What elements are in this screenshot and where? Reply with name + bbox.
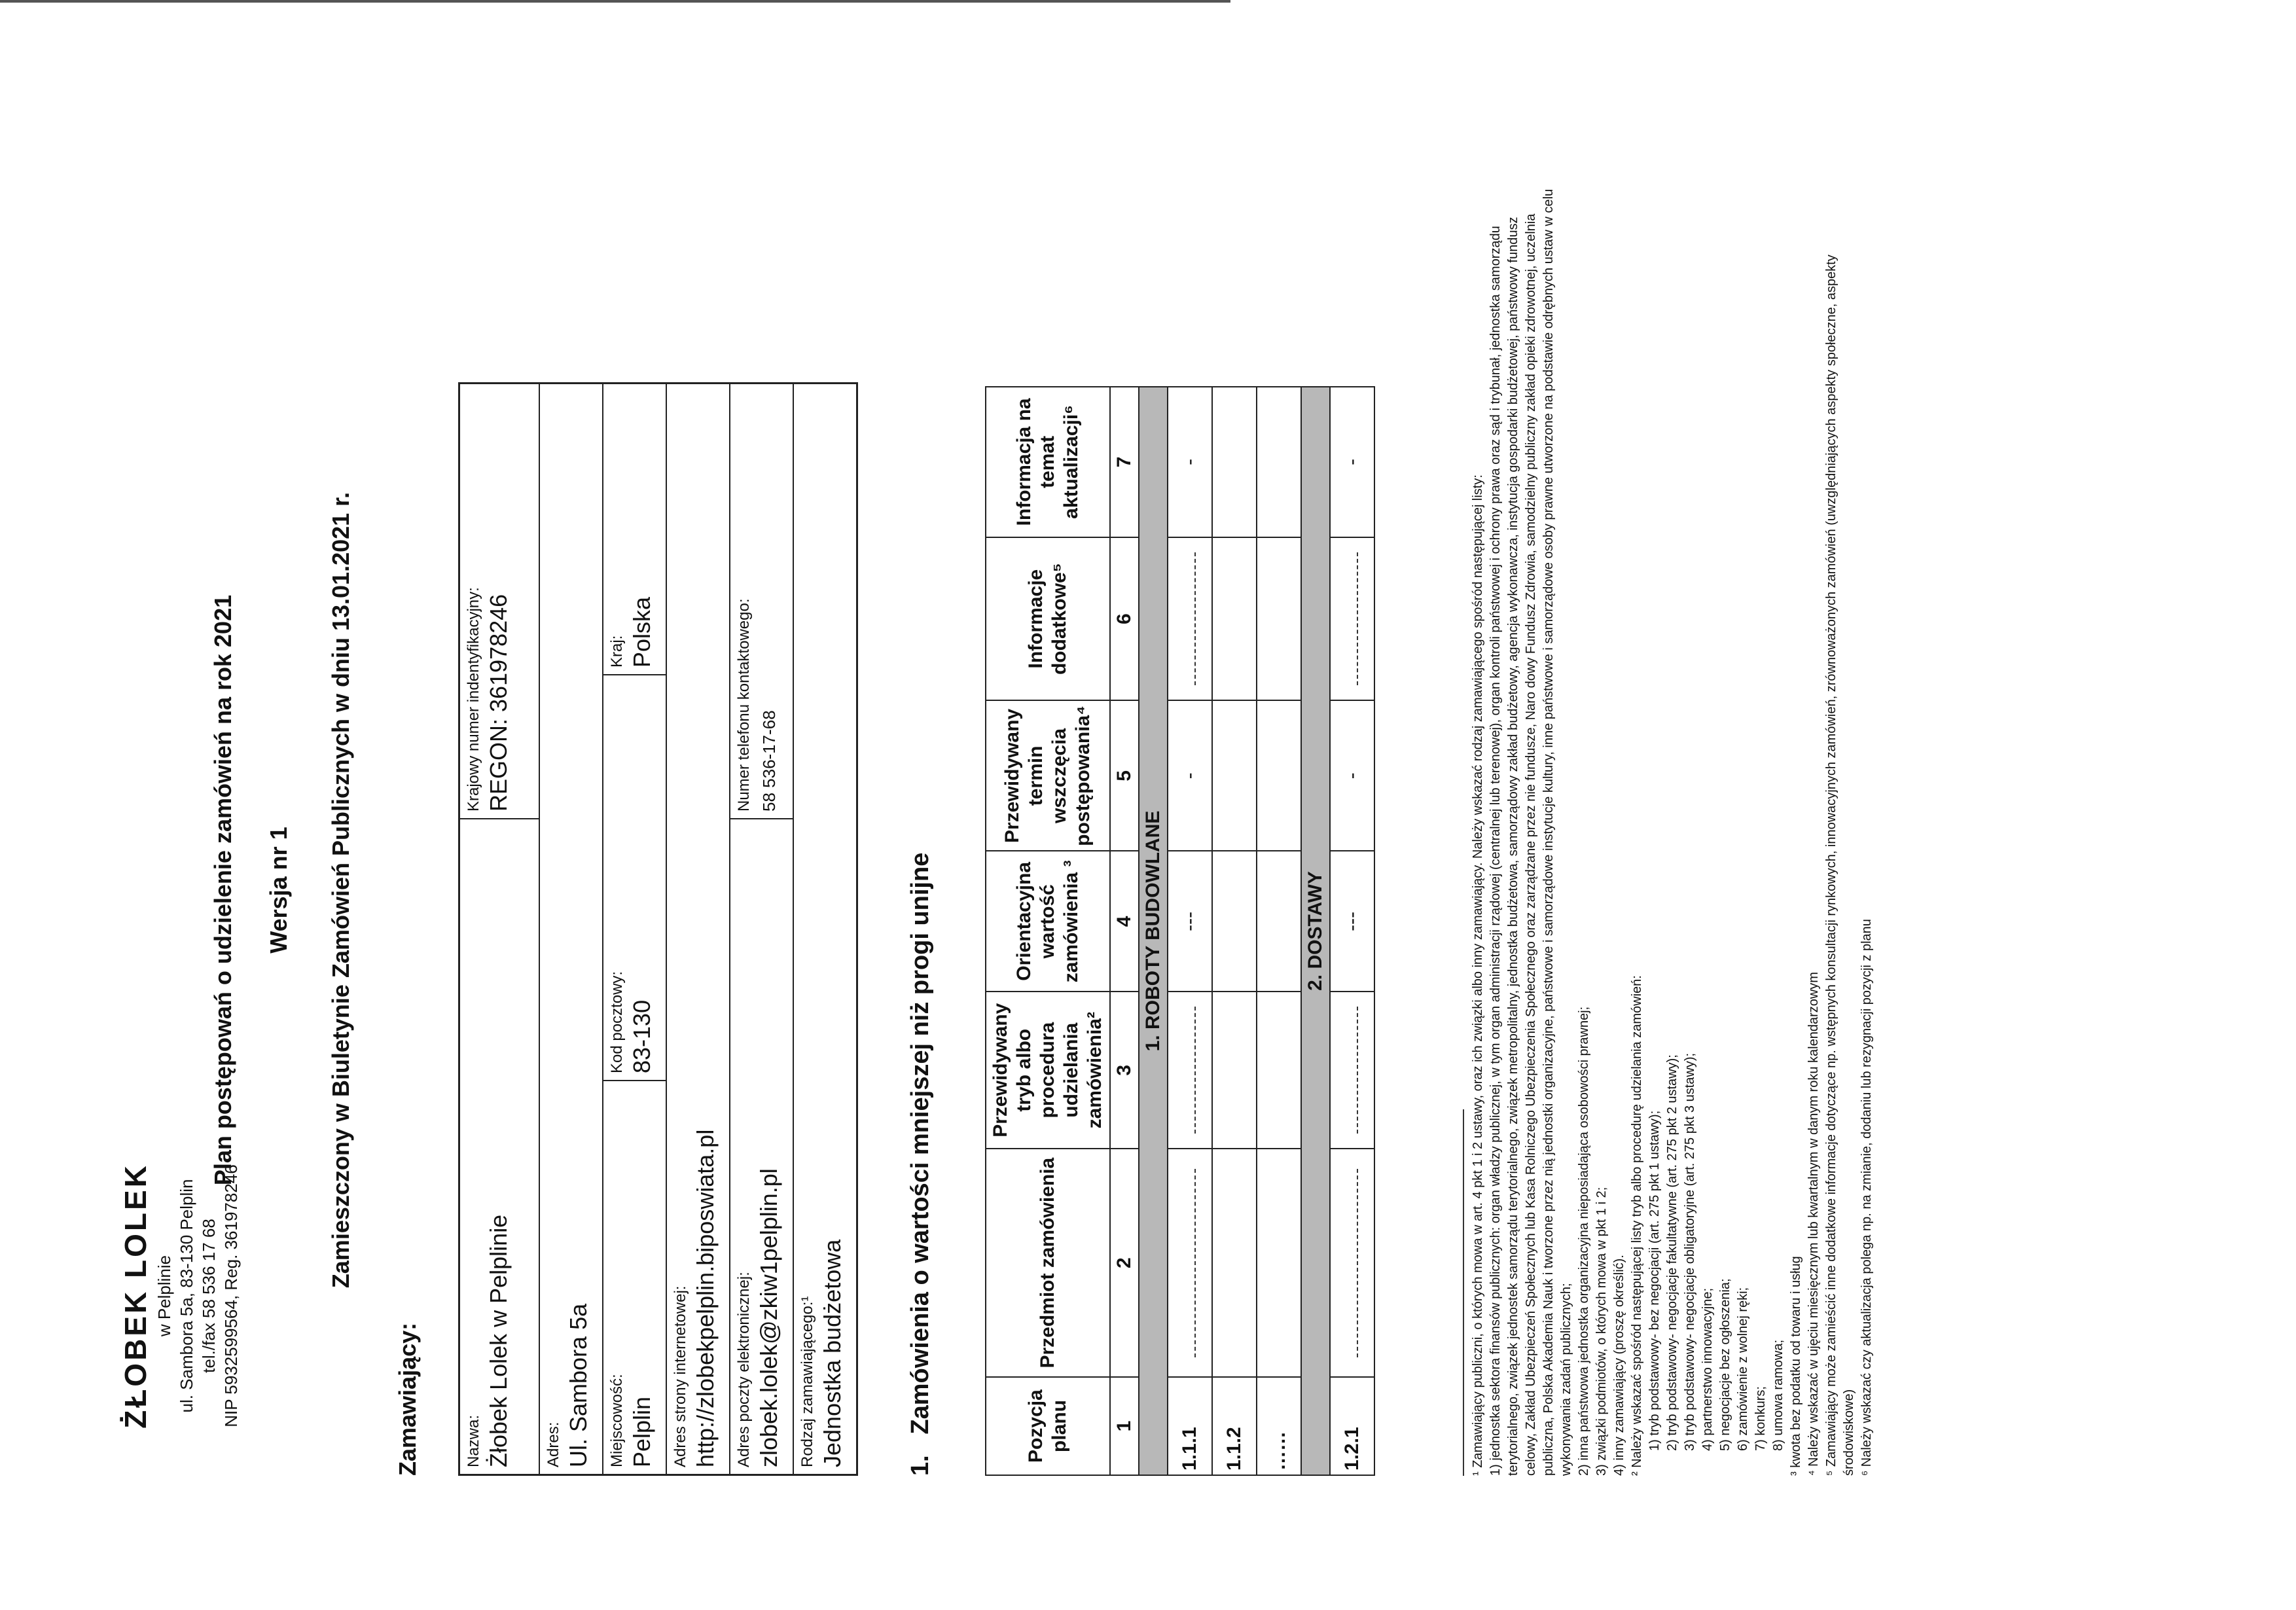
org-name: ŻŁOBEK LOLEK: [118, 1163, 152, 1429]
column-number: 5: [1110, 700, 1139, 851]
table-row: [1257, 387, 1301, 1475]
update-info-cell: [1212, 387, 1257, 537]
publication-note: Zamieszczony w Biuletynie Zamówień Publicznych w dniu 13.01.2021 r.: [327, 492, 354, 1289]
table-row: [1330, 387, 1374, 1475]
section-heading: [906, 853, 935, 1476]
phone-value: 58 536-17-68: [759, 710, 779, 812]
postal-value: 83-130: [628, 999, 655, 1073]
footnote-1-line: publiczna, Polska Akademia Nauk i tworzone przez nią jednostki organizacyjne, państwowe i samorządowe instytucje kultury, inne państwowe i samorządowe osoby prawne utworzone na podstawie odrębnych ustaw w celu: [1541, 188, 1556, 1476]
subject-cell: [1212, 1149, 1257, 1377]
orderer-heading: Zamawiający:: [394, 1322, 421, 1476]
type-value: Jednostka budżetowa: [819, 1239, 846, 1467]
footnote-rule: [1463, 1109, 1464, 1476]
start-date-cell: [1257, 700, 1301, 851]
column-number: 7: [1110, 387, 1139, 537]
header-update-info: Informacja na temat aktualizacji⁶: [986, 387, 1110, 537]
header-additional-info: Informacje dodatkowe⁵: [986, 537, 1110, 701]
table-row: [1168, 387, 1212, 1475]
table-header-row: [986, 387, 1110, 1475]
footnote-1-line: celowy, Zakład Ubezpieczeń Społecznych lub Kasa Rolniczego Ubezpieczenia Społecznego oraz zarządzane przez nie fundusze, Naro dowy Fundusz Zdrowia, samodzielny publiczny zakład opieki zdrowotnej, uczelnia: [1524, 213, 1538, 1476]
version-label: Wersja nr 1: [265, 827, 292, 954]
value-cell: ---: [1330, 851, 1374, 992]
footnote-4: ⁴ Należy wskazać w ujęciu miesięcznym lub kwartalnym w danym roku kalendarzowym: [1806, 972, 1821, 1476]
position-cell: ……: [1257, 1377, 1301, 1475]
start-date-cell: [1212, 700, 1257, 851]
column-number: 2: [1110, 1149, 1139, 1377]
email-label: Adres poczty elektronicznej:: [735, 1272, 753, 1467]
column-number: 4: [1110, 851, 1139, 992]
procedure-list-item: 6) zamówienie z wolnej ręki;: [1736, 1287, 1750, 1451]
footnote-1-line: wykonywania zadań publicznych;: [1559, 1283, 1573, 1476]
address-value: Ul. Sambora 5a: [565, 1303, 592, 1467]
org-ids: NIP 5932599564, Reg. 361978246: [221, 1164, 241, 1427]
orderer-row-name: [460, 384, 539, 1474]
procedure-cell: [1257, 992, 1301, 1149]
section-number: 1.: [906, 1455, 934, 1476]
additional-info-cell: [1168, 537, 1212, 701]
column-number: 1: [1110, 1377, 1139, 1475]
section-title: Zamówienia o wartości mniejszej niż progi unijne: [906, 852, 934, 1435]
address-label: Adres:: [545, 1422, 562, 1467]
procedure-cell: [1212, 992, 1257, 1149]
procedure-list-item: 5) negocjacje bez ogłoszenia;: [1718, 1278, 1732, 1451]
procedure-list-item: 2) tryb podstawowy- negocjacje fakultatywne (art. 275 pkt 2 ustawy);: [1665, 1054, 1679, 1451]
start-date-cell: -: [1168, 700, 1212, 851]
footnote-3: ³ kwota bez podatku od towaru i usług: [1789, 1256, 1803, 1476]
column-number-row: [1110, 387, 1139, 1475]
header-position: Pozycja planu: [986, 1377, 1110, 1475]
subject-cell: [1330, 1149, 1374, 1377]
org-subtitle: w Pelplinie: [154, 1255, 174, 1337]
city-value: Pelplin: [628, 1396, 655, 1467]
additional-info-cell: [1212, 537, 1257, 701]
additional-info-cell: [1330, 537, 1374, 701]
footnote-2: ² Należy wskazać spośród następującej listy tryb albo procedurę udzielania zamówień:: [1630, 975, 1644, 1476]
footnotes: [1469, 167, 1876, 1476]
position-cell: 1.1.1: [1168, 1377, 1212, 1475]
www-label: Adres strony internetowej:: [672, 1285, 689, 1467]
procedure-list-item: 8) umowa ramowa;: [1771, 1339, 1785, 1451]
name-label: Nazwa:: [465, 1414, 482, 1467]
orderer-row-type: [793, 384, 856, 1474]
subject-cell: [1257, 1149, 1301, 1377]
org-address: ul. Sambora 5a, 83-130 Pelplin: [177, 1179, 196, 1413]
header-start-date: Przewidywany termin wszczęcia postępowania⁴: [986, 700, 1110, 851]
postal-label: Kod pocztowy:: [608, 971, 626, 1073]
header-procedure: Przewidywany tryb albo procedura udzielania zamówienia²: [986, 992, 1110, 1149]
header-value: Orientacyjna wartość zamówienia ³: [986, 851, 1110, 992]
orderer-row-city: [602, 384, 666, 1474]
country-label: Kraj:: [608, 635, 626, 668]
section-row-supplies: [1301, 387, 1330, 1475]
name-value: Żłobek Lolek w Pelplinie: [485, 1214, 512, 1467]
section-label-works: 1. ROBOTY BUDOWLANE: [1139, 387, 1168, 1475]
table-row: [1212, 387, 1257, 1475]
procurement-plan-table: [985, 386, 1375, 1476]
city-label: Miejscowość:: [608, 1374, 626, 1467]
procedure-list-item: 1) tryb podstawowy- bez negocjacji (art. 275 pkt 1 ustawy);: [1647, 1110, 1662, 1451]
subject-cell: [1168, 1149, 1212, 1377]
country-value: Polska: [628, 596, 655, 668]
position-cell: 1.2.1: [1330, 1377, 1374, 1475]
additional-info-cell: [1257, 537, 1301, 701]
footnote-1-line: 1) jednostka sektora finansów publicznych: organ władzy publicznej, w tym organ administracji rządowej (centralnej lub terenowej), organ kontroli państwowej i ochrony prawa oraz sąd i trybunał, jednostka samorządu: [1488, 226, 1503, 1476]
footnote-1-line: terytorialnego, związek jednostek samorządu terytorialnego, związek metropolitalny, jednostka budżetowa, samorządowy zakład budżetowy, agencja wykonawcza, instytucja gospodarki budżetowej, państwowy fundusz: [1506, 217, 1520, 1476]
type-label: Rodzaj zamawiającego:¹: [798, 1296, 816, 1467]
footnote-1-line: 2) inna państwowa jednostka organizacyjna nieposiadająca osobowości prawnej;: [1577, 1006, 1591, 1476]
procedure-list-item: 7) konkurs;: [1753, 1386, 1768, 1451]
section-row-works: [1139, 387, 1168, 1475]
header-subject: Przedmiot zamówienia: [986, 1149, 1110, 1377]
phone-label: Numer telefonu kontaktowego:: [735, 598, 753, 812]
plan-title: Plan postępowań o udzielenie zamówień na rok 2021: [209, 594, 236, 1186]
orderer-row-contact: [729, 384, 793, 1474]
procedure-cell: [1330, 992, 1374, 1149]
update-info-cell: -: [1168, 387, 1212, 537]
procedure-list-item: 3) tryb podstawowy- negocjacje obligatoryjne (art. 275 pkt 3 ustawy);: [1683, 1052, 1697, 1451]
email-value: zlobek.lolek@zkiw1pelplin.pl: [755, 1168, 782, 1467]
column-number: 3: [1110, 992, 1139, 1149]
update-info-cell: [1257, 387, 1301, 537]
footnote-5: ⁵ Zamawiający może zamieścić inne dodatkowe informacje dotyczące np. wstępnych konsultacji rynkowych, innowacyjnych zamówień, zrównoważonych zamówień (uwzględniających aspekty społeczne, aspekty środowiskowe): [1824, 255, 1856, 1476]
procedure-cell: [1168, 992, 1212, 1149]
procedure-list-item: 4) partnerstwo innowacyjne;: [1700, 1287, 1715, 1451]
regon-label: Krajowy numer indentyfikacyjny:: [465, 587, 482, 812]
value-cell: ---: [1168, 851, 1212, 992]
start-date-cell: -: [1330, 700, 1374, 851]
org-phone: tel./fax 58 536 17 68: [199, 1219, 219, 1373]
orderer-row-address: [539, 384, 602, 1474]
orderer-row-www: [666, 384, 729, 1474]
footnote-1: ¹ Zamawiający publiczni, o których mowa w art. 4 pkt 1 i 2 ustawy, oraz ich związki albo inny zamawiający. Należy wskazać rodzaj zamawiającego spośród następującej listy:: [1471, 474, 1485, 1476]
value-cell: [1257, 851, 1301, 992]
www-value: http://zlobekpelplin.biposwiata.pl: [692, 1129, 719, 1467]
column-number: 6: [1110, 537, 1139, 701]
section-label-supplies: 2. DOSTAWY: [1301, 387, 1330, 1475]
footnote-1-line: 3) związki podmiotów, o których mowa w pkt 1 i 2;: [1594, 1187, 1609, 1476]
footnote-6: ⁶ Należy wskazać czy aktualizacja polega np. na zmianie, dodaniu lub rezygnacji pozycji z planu: [1859, 919, 1874, 1476]
regon-value: REGON: 361978246: [485, 594, 512, 812]
position-cell: 1.1.2: [1212, 1377, 1257, 1475]
update-info-cell: -: [1330, 387, 1374, 537]
orderer-info-box: [458, 382, 858, 1476]
value-cell: [1212, 851, 1257, 992]
footnote-1-line: 4) inny zamawiający (proszę określić).: [1612, 1255, 1626, 1476]
